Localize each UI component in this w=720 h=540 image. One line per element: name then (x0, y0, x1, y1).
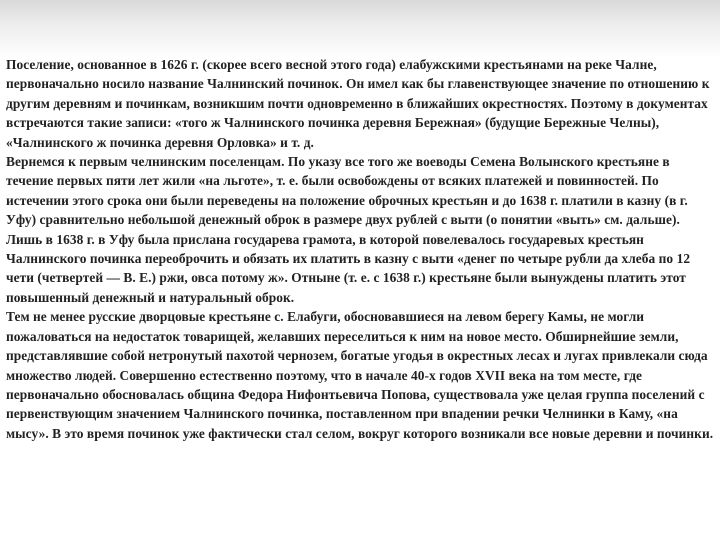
top-shadow-band (0, 0, 720, 58)
paragraph-founding: Поселение, основанное в 1626 г. (скорее всего весной этого года) елабужскими крестьянами на реке Чалне, первоначально носило название Чалнинский починок. Он имел как бы главенствующее значение по отношению к другим деревням и починкам, возникшим почти одновременно в ближайших окрестностях. Поэтому в документах встречаются такие записи: «того ж Чалнинского починка деревня Бережная» (будущие Бережные Челны), «Чалнинского ж починка деревня Орловка» и т. д. (6, 57, 710, 150)
paragraph-first-settlers: Вернемся к первым челнинским поселенцам. По указу все того же воеводы Семена Волынского крестьяне в течение первых пяти лет жили «на льготе», т. е. были освобождены от всяких платежей и повинностей. По истечении этого срока они были переведены на положение оброчных крестьян и до 1638 г. платили в казну (в г. Уфу) сравнительно небольшой денежный оброк в размере двух рублей с выти (о понятии «выть» см. дальше). Лишь в 1638 г. в Уфу была прислана государева грамота, в которой повелевалось государевых крестьян Чалнинского починка переоброчить и обязать их платить в казну с выти «денег по четыре рубли да хлеба по 12 чети (четвертей — В. Е.) ржи, овса потому ж». Отныне (т. е. с 1638 г.) крестьяне были вынуждены платить этот повышенный денежный и натуральный оброк. (6, 154, 691, 305)
text-body (6, 55, 714, 443)
paragraph-growth: Тем не менее русские дворцовые крестьяне с. Елабуги, обосновавшиеся на левом берегу Камы, не могли пожаловаться на недостаток товарищей, желавших переселиться к ним на новое место. Обширнейшие земли, представлявшие собой нетронутый пахотой чернозем, богатые угодья в окрестных лесах и лугах привлекали сюда множество людей. Совершенно естественно поэтому, что в начале 40-х годов XVII века на том месте, где первоначально обосновалась община Федора Нифонтьевича Попова, существовала уже целая группа поселений с первенствующим значением Чалнинского починка, поставленном при впадении речки Челнинки в Каму, «на мысу». В это время починок уже фактически стал селом, вокруг которого возникали все новые деревни и починки. (6, 309, 714, 441)
